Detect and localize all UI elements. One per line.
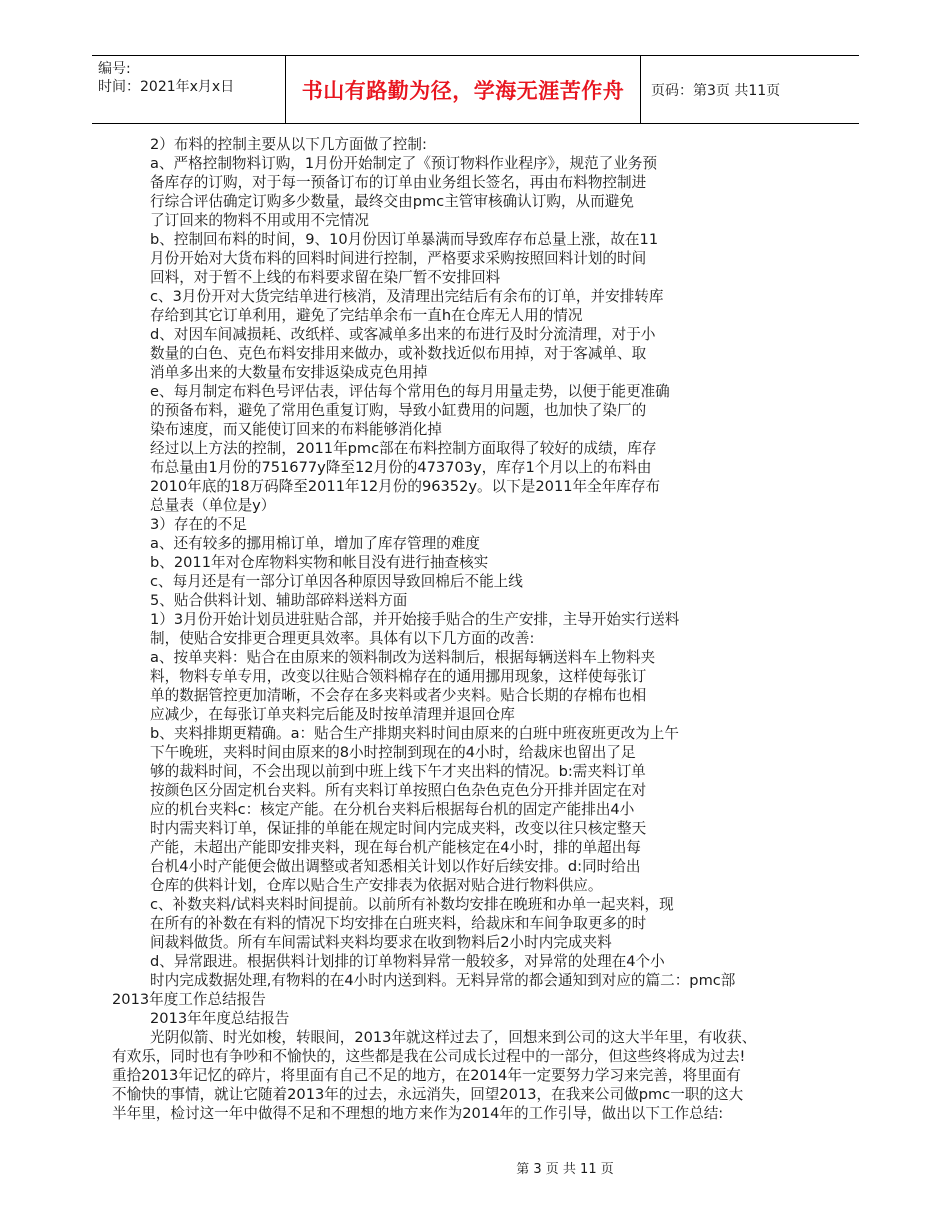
body-text-line: 仓库的供料计划，仓库以贴合生产安排表为依据对贴合进行物料供应。 [150,877,603,894]
body-text-line: 间裁料做货。所有车间需试料夹料均要求在收到物料后2小时内完成夹料 [150,934,612,951]
body-text-line: 按颜色区分固定机台夹料。所有夹料订单按照白色杂色克色分开排并固定在对 [150,782,647,799]
body-text-line: 有欢乐，同时也有争吵和不愉快的，这些都是我在公司成长过程中的一部分，但这些终将成为过去! [112,1048,746,1065]
body-text-line: 时内完成数据处理,有物料的在4小时内送到料。无料异常的都会通知到对应的篇二：pmc部 [150,972,736,989]
body-section-title [112,990,812,1009]
page-footer [0,1158,950,1177]
body-text-line: 制，使贴合安排更合理更具效率。具体有以下几方面的改善: [150,630,535,647]
body-text-line: b、2011年对仓库物料实物和帐目没有进行抽查核实 [150,554,489,571]
body-text-line: 2013年年度总结报告 [150,1010,290,1027]
body-text-line: 台机4小时产能便会做出调整或者知悉相关计划以作好后续安排。d:同时给出 [150,858,641,875]
footer-page-number: 第 3 页 共 11 页 [516,1162,614,1177]
body-text-line: 在所有的补数在有料的情况下均安排在白班夹料，给裁床和车间争取更多的时 [150,915,647,932]
body-text-line: 染布速度，而又能使订回来的布料能够消化掉 [150,421,442,438]
header-meta [92,56,285,123]
body-text-line: 2013年度工作总结报告 [112,991,266,1008]
body-section-pmc-report [112,135,812,990]
body-text-line: 消单多出来的大数量布安排返染成克色用掉 [150,364,428,381]
body-text-line: e、每月制定布料色号评估表，评估每个常用色的每月用量走势，以便于能更准确 [150,383,670,400]
body-text-line: b、控制回布料的时间，9、10月份因订单暴满而导致库存布总量上涨，故在11 [150,231,659,248]
body-text-line: 回料，对于暂不上线的布料要求留在染厂暂不安排回料 [150,269,501,286]
body-text-line: 数量的白色、克色布料安排用来做办，或补数找近似布用掉，对于客减单、取 [150,345,647,362]
body-text-line: c、每月还是有一部分订单因各种原因导致回棉后不能上线 [150,573,523,590]
body-text-line: 不愉快的事情，就让它随着2013年的过去，永远消失，回望2013，在我来公司做pmc一职的这大 [112,1086,744,1103]
body-text-line: 料，物料专单专用，改变以往贴合领料棉存在的通用挪用现象，这样使每张订 [150,668,647,685]
page-header [92,55,859,124]
document-body [112,135,812,1123]
body-section-annual-intro [112,1047,832,1123]
body-text-line: a、严格控制物料订购，1月份开始制定了《预订物料作业程序》，规范了业务预 [150,155,658,172]
body-text-line: 应的机台夹料c：核定产能。在分机台夹料后根据每台机的固定产能排出4小 [150,801,635,818]
body-text-line: 半年里，检讨这一年中做得不足和不理想的地方来作为2014年的工作引导，做出以下工作总结: [112,1105,724,1122]
body-text-line: 存给到其它订单利用，避免了完结单余布一直h在仓库无人用的情况 [150,307,583,324]
body-text-line: 应减少，在每张订单夹料完后能及时按单清理并退回仓库 [150,706,515,723]
body-text-line: 2）布料的控制主要从以下几方面做了控制: [150,136,427,153]
header-motto: 书山有路勤为径，学海无涯苦作舟 [285,56,641,123]
body-text-line: 经过以上方法的控制，2011年pmc部在布料控制方面取得了较好的成绩，库存 [150,440,657,457]
body-text-line: 2010年底的18万码降至2011年12月份的96352y。以下是2011年全年库存布 [150,478,661,495]
document-number-label: 编号: [98,61,131,77]
body-text-line: c、补数夹料/试料夹料时间提前。以前所有补数均安排在晚班和办单一起夹料，现 [150,896,674,913]
body-text-line: 了订回来的物料不用或用不完情况 [150,212,369,229]
body-text-line: 3）存在的不足 [150,516,247,533]
body-text-line: c、3月份开对大货完结单进行核消，及清理出完结后有余布的订单，并安排转库 [150,288,664,305]
body-text-line: 重拾2013年记忆的碎片，将里面有自己不足的地方，在2014年一定要努力学习来完善，将里面有 [112,1067,741,1084]
body-text-line: 行综合评估确定订购多少数量，最终交由pmc主管审核确认订购，从而避免 [150,193,634,210]
body-text-line: b、夹料排期更精确。a：贴合生产排期夹料时间由原来的白班中班夜班更改为上午 [150,725,679,742]
body-text-line: a、还有较多的挪用棉订单，增加了库存管理的难度 [150,535,481,552]
body-text-line: 下午晚班，夹料时间由原来的8小时控制到现在的4小时，给裁床也留出了足 [150,744,636,761]
body-text-line: 产能，未超出产能即安排夹料，现在每台机产能核定在4小时，排的单超出每 [150,839,641,856]
body-text-line: d、对因车间减损耗、改纸样、或客减单多出来的布进行及时分流清理，对于小 [150,326,656,343]
body-text-line: 备库存的订购，对于每一预备订布的订单由业务组长签名，再由布料物控制进 [150,174,647,191]
body-text-line: d、异常跟进。根据供料计划排的订单物料异常一般较多，对异常的处理在4个小 [150,953,665,970]
header-page-number: 页码：第3页 共11页 [651,82,781,99]
body-text-line: 光阴似箭、时光如梭，转眼间，2013年就这样过去了，回想来到公司的这大半年里，有收获、 [150,1029,757,1046]
body-text-line: 1）3月份开始计划员进驻贴合部，并开始接手贴合的生产安排，主导开始实行送料 [150,611,680,628]
body-text-line: 布总量由1月份的751677y降至12月份的473703y，库存1个月以上的布料由 [150,459,652,476]
body-text-line: 时内需夹料订单，保证排的单能在规定时间内完成夹料，改变以往只核定整天 [150,820,647,837]
body-section-annual-title [112,1009,812,1047]
body-text-line: 总量表（单位是y） [150,497,276,514]
body-text-line: a、按单夹料：贴合在由原来的领料制改为送料制后，根据每辆送料车上物料夹 [150,649,656,666]
document-date-label: 时间：2021年x月x日 [98,79,235,95]
body-text-line: 够的裁料时间，不会出现以前到中班上线下午才夹出料的情况。b:需夹料订单 [150,763,646,780]
body-text-line: 单的数据管控更加清晰，不会存在多夹料或者少夹料。贴合长期的存棉布也相 [150,687,647,704]
body-text-line: 月份开始对大货布料的回料时间进行控制，严格要求采购按照回料计划的时间 [150,250,647,267]
body-text-line: 的预备布料，避免了常用色重复订购，导致小缸费用的问题，也加快了染厂的 [150,402,647,419]
body-text-line: 5、贴合供料计划、辅助部碎料送料方面 [150,592,408,609]
